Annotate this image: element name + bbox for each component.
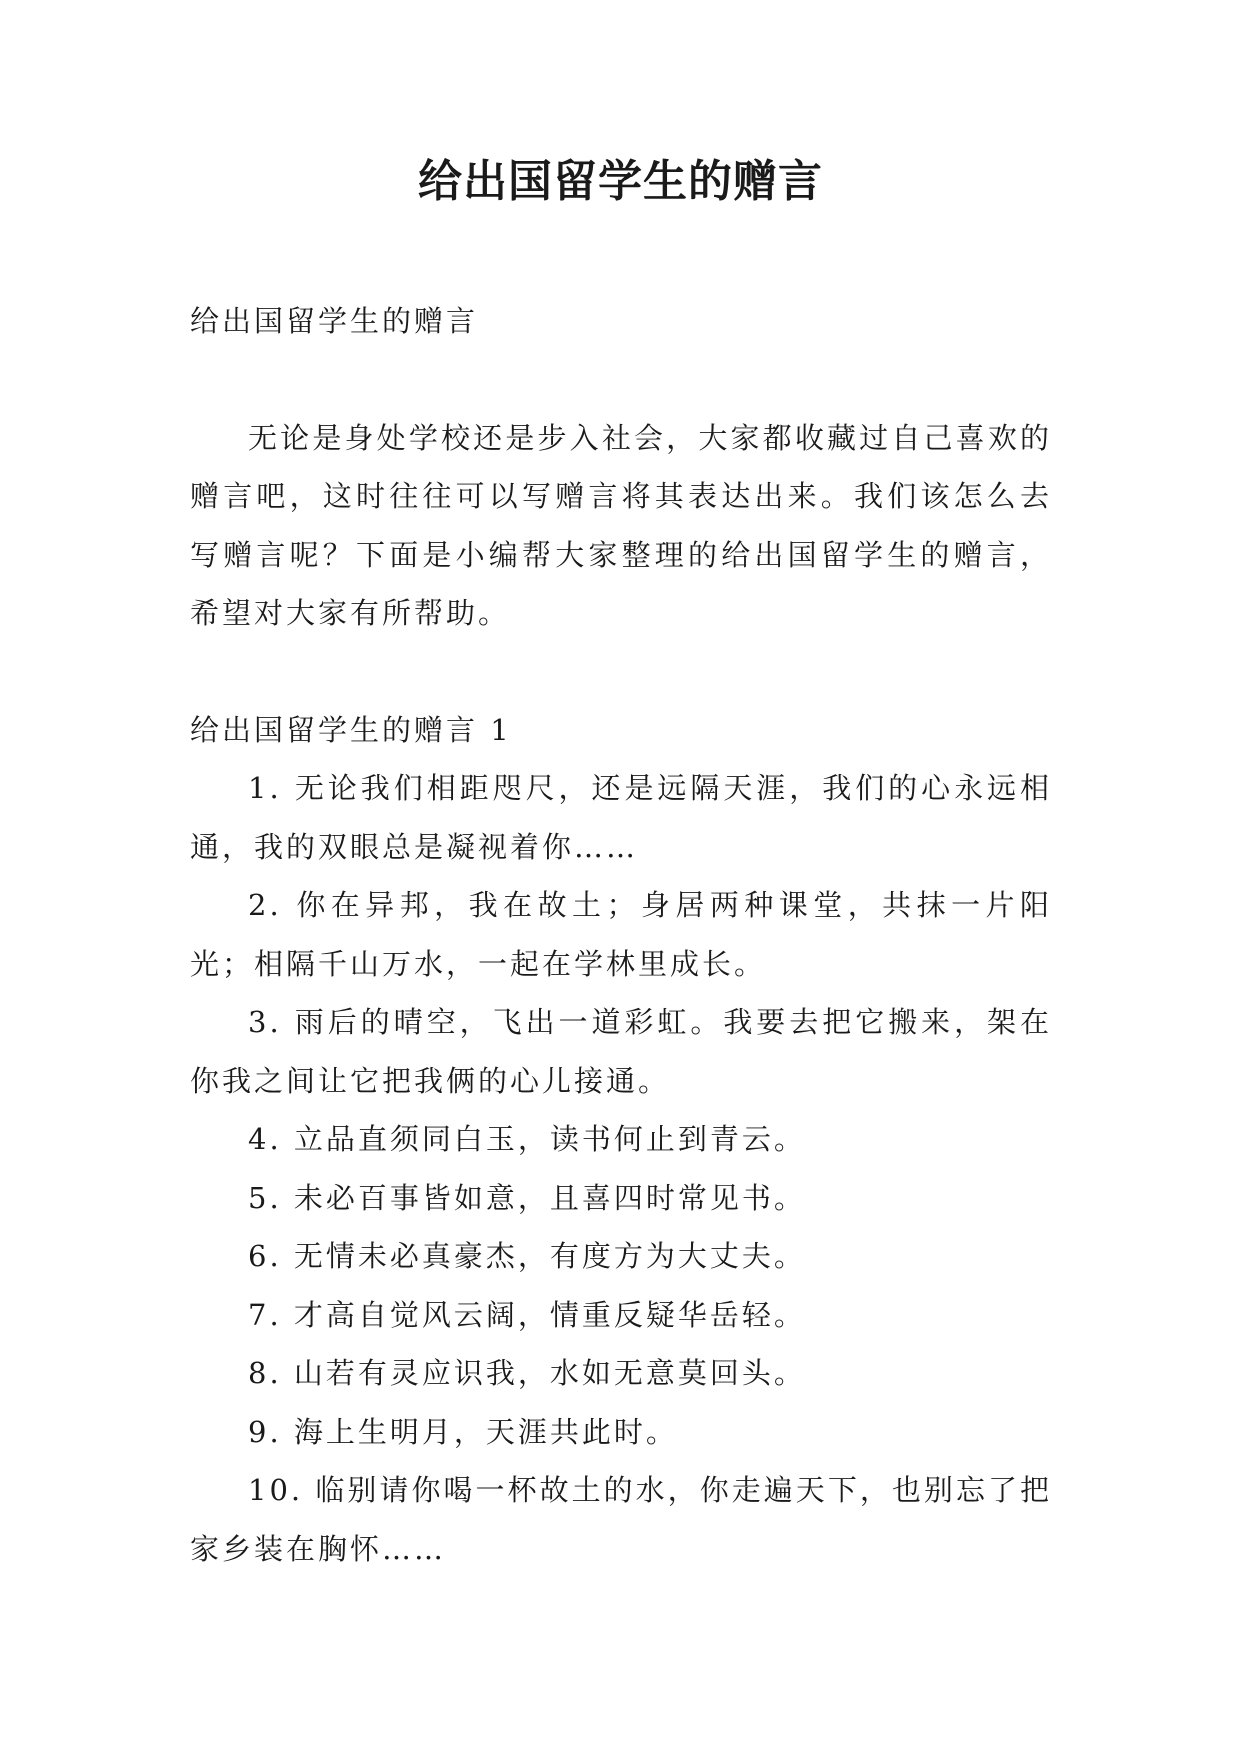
quote-item: 8. 山若有灵应识我，水如无意莫回头。: [248, 1356, 806, 1390]
quote-item: 9. 海上生明月，天涯共此时。: [248, 1414, 678, 1449]
document-title: 给出国留学生的赠言: [418, 156, 823, 207]
quote-item: 7. 才高自觉风云阔，情重反疑华岳轻。: [248, 1297, 806, 1332]
document-body: [190, 292, 1052, 1578]
intro-paragraph: 无论是身处学校还是步入社会，大家都收藏过自己喜欢的赠言吧，这时往往可以写赠言将其表达出来。我们该怎么去写赠言呢？下面是小编帮大家整理的给出国留学生的赠言，希望对大家有所帮助。: [190, 420, 1052, 630]
section-heading: 给出国留学生的赠言 1: [190, 712, 512, 747]
quote-list: [190, 759, 1052, 1578]
document-subtitle: 给出国留学生的赠言: [190, 304, 479, 338]
quote-item: 10. 临别请你喝一杯故土的水，你走遍天下，也别忘了把家乡装在胸怀……: [190, 1473, 1052, 1566]
quote-item: 3. 雨后的晴空，飞出一道彩虹。我要去把它搬来，架在你我之间让它把我俩的心儿接通。: [190, 1005, 1052, 1098]
quote-item: 4. 立品直须同白玉，读书何止到青云。: [248, 1122, 806, 1156]
quote-item: 6. 无情未必真豪杰，有度方为大丈夫。: [248, 1239, 806, 1273]
quote-item: 5. 未必百事皆如意，且喜四时常见书。: [248, 1180, 806, 1215]
quote-item: 1. 无论我们相距咫尺，还是远隔天涯，我们的心永远相通，我的双眼总是凝视着你……: [190, 771, 1052, 864]
quote-item: 2. 你在异邦，我在故土；身居两种课堂，共抹一片阳光；相隔千山万水，一起在学林里成长。: [190, 888, 1052, 981]
